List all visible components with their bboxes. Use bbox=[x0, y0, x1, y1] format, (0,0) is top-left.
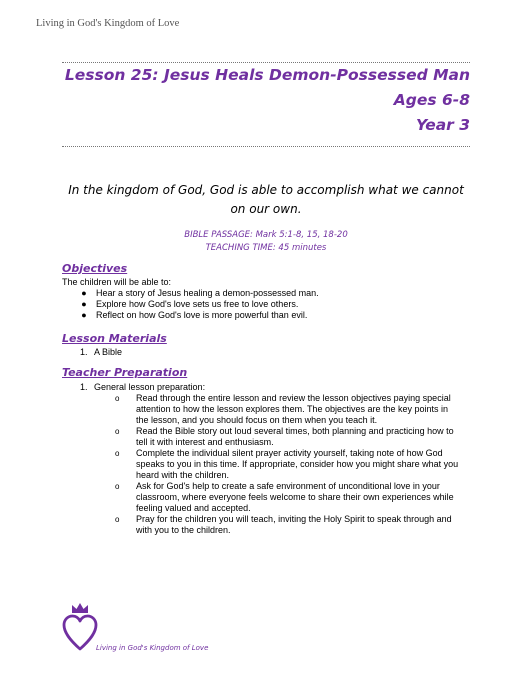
title-top-divider bbox=[62, 62, 470, 63]
preparation-sublist bbox=[115, 393, 458, 536]
footer-text: Living in God's Kingdom of Love bbox=[96, 644, 209, 652]
page-header: Living in God's Kingdom of Love bbox=[36, 18, 180, 29]
list-item: o Read the Bible story out loud several times, both planning and practicing how to tell it with interest and enthusiasm. bbox=[115, 426, 454, 447]
item-number: 1. bbox=[80, 347, 88, 357]
circle-bullet-icon: o bbox=[115, 427, 120, 436]
bible-passage: BIBLE PASSAGE: Mark 5:1-8, 15, 18-20 bbox=[184, 230, 348, 240]
title-bottom-divider bbox=[62, 146, 470, 147]
teaching-time: TEACHING TIME: 45 minutes bbox=[205, 243, 327, 253]
list-item bbox=[80, 347, 122, 358]
materials-heading: Lesson Materials bbox=[62, 332, 167, 345]
list-item: ● Explore how God's love sets us free to love others. bbox=[78, 299, 319, 310]
objectives-heading: Objectives bbox=[62, 262, 128, 275]
list-item: o Ask for God's help to create a safe environment of unconditional love in your classroom, where everyone feels welcome to share their own experiences while feeling valued and accepted. bbox=[115, 481, 454, 513]
list-item: ● Hear a story of Jesus healing a demon-possessed man. bbox=[78, 288, 319, 299]
list-item: o Pray for the children you will teach, inviting the Holy Spirit to speak through and with you to the children. bbox=[115, 514, 452, 535]
crown-heart-logo-icon bbox=[60, 601, 100, 657]
bullet-icon: ● bbox=[81, 299, 87, 309]
bullet-icon: ● bbox=[81, 288, 87, 298]
lesson-title: Lesson 25: Jesus Heals Demon-Possessed Man bbox=[64, 66, 470, 84]
list-item bbox=[80, 382, 205, 393]
preparation-heading: Teacher Preparation bbox=[62, 366, 188, 379]
list-item: ● Reflect on how God's love is more powerful than evil. bbox=[78, 310, 319, 321]
list-item: o Read through the entire lesson and review the lesson objectives paying special attention to how the lesson explores them. The objectives are the key points in the lesson, and you should focus on them when you teach it. bbox=[115, 393, 451, 425]
lesson-year: Year 3 bbox=[415, 116, 470, 134]
circle-bullet-icon: o bbox=[115, 394, 120, 403]
objectives-list bbox=[78, 288, 319, 321]
circle-bullet-icon: o bbox=[115, 449, 120, 458]
item-text: General lesson preparation: bbox=[94, 382, 206, 392]
circle-bullet-icon: o bbox=[115, 515, 120, 524]
passage-block bbox=[62, 229, 470, 255]
list-item: o Complete the individual silent prayer activity yourself, taking note of how God speaks to you in this time. If appropriate, consider how you might share what you heard with the children. bbox=[115, 448, 459, 480]
circle-bullet-icon: o bbox=[115, 482, 120, 491]
item-number: 1. bbox=[80, 382, 88, 392]
lesson-ages: Ages 6-8 bbox=[393, 91, 470, 109]
item-text: A Bible bbox=[94, 347, 123, 357]
lesson-theme: In the kingdom of God, God is able to accomplish what we cannot on our own. bbox=[68, 183, 464, 216]
objectives-intro: The children will be able to: bbox=[62, 277, 172, 287]
bullet-icon: ● bbox=[81, 310, 87, 320]
